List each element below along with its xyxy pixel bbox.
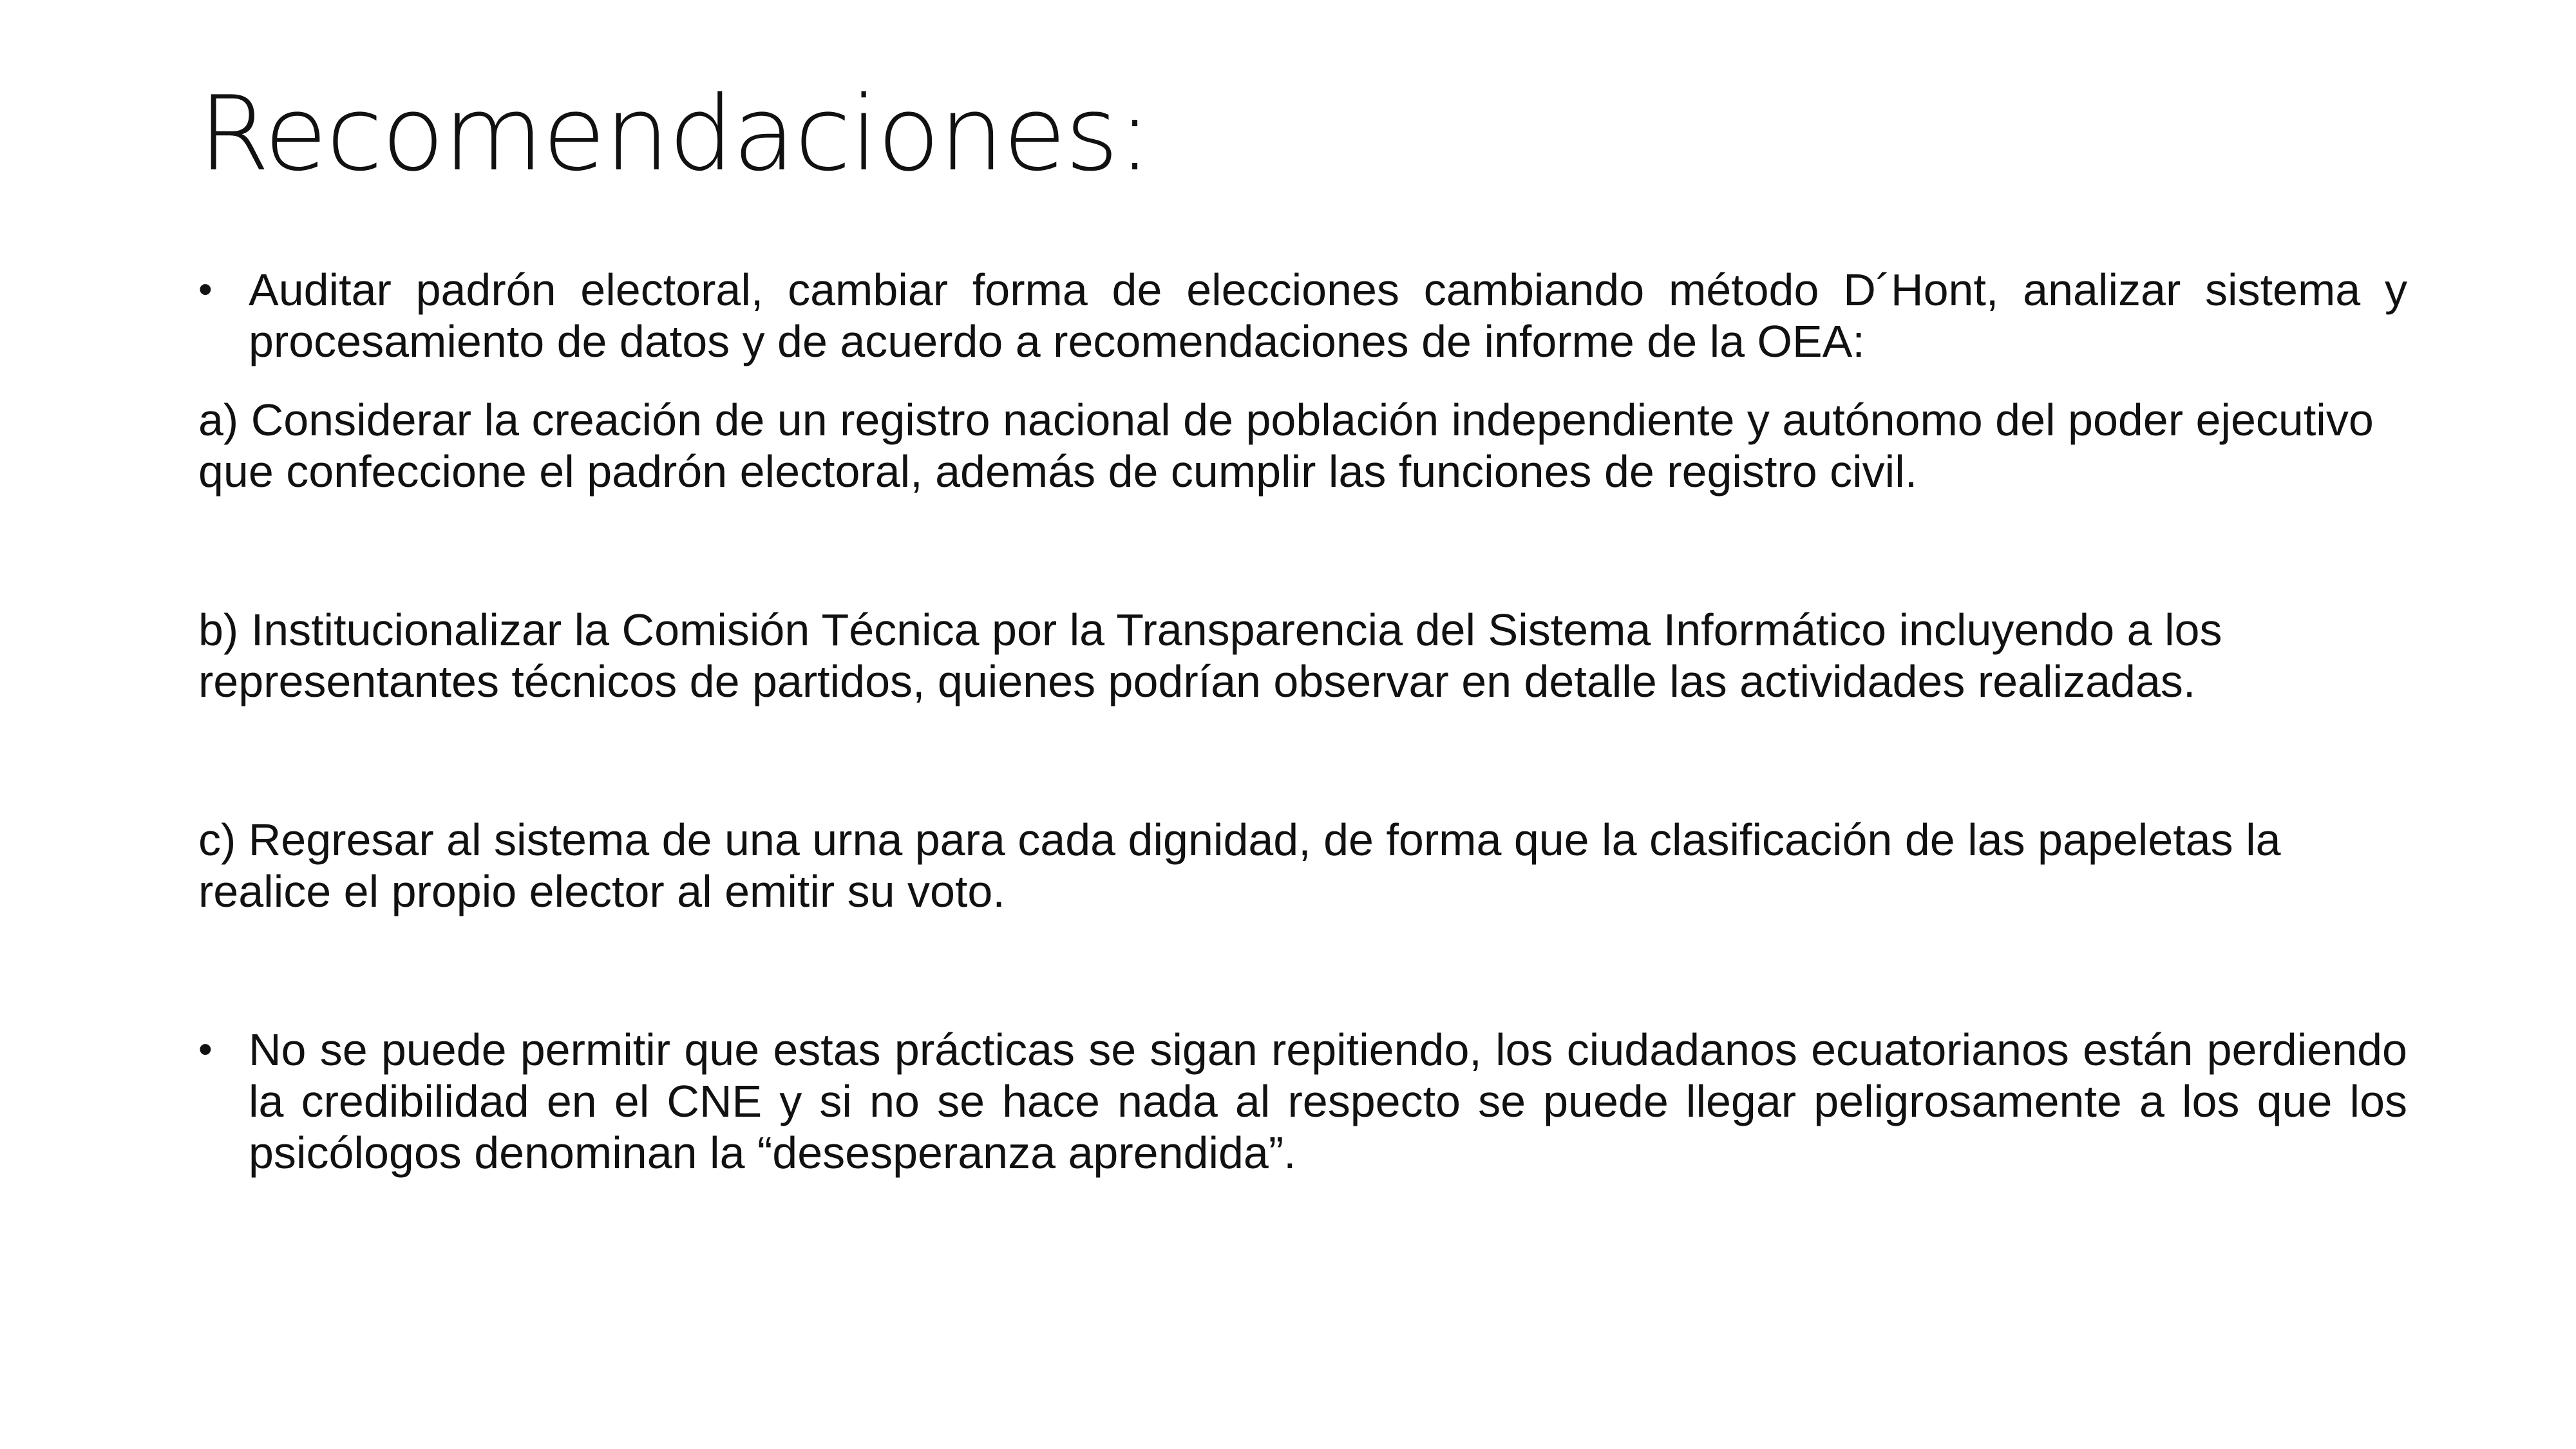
recommendation-b: b) Institucionalizar la Comisión Técnica por la Transparencia del Sistema Informático incluyendo a los representantes técnicos de partidos, quienes podrían observar en detalle las actividades realizadas. [198, 605, 2222, 706]
bullet-marker: • [198, 267, 213, 312]
bullet-item-audit [198, 264, 2407, 367]
recommendation-c: c) Regresar al sistema de una urna para cada dignidad, de forma que la clasificación de las papeletas la realice el propio elector al emitir su voto. [198, 815, 2281, 916]
bullet-text-conclusion: No se puede permitir que estas prácticas se sigan repitiendo, los ciudadanos ecuatorianos están perdiendo la credibilidad en el CNE y si no se hace nada al respecto se puede llegar peligrosamente a los que los psicólogos denominan la “desesperanza aprendida”. [249, 1025, 2407, 1178]
recommendation-a: a) Considerar la creación de un registro nacional de población independiente y autónomo del poder ejecutivo que confeccione el padrón electoral, además de cumplir las funciones de registro civil. [198, 395, 2374, 497]
slide-body [198, 264, 2407, 1179]
slide-title: Recomendaciones: [198, 73, 1151, 194]
bullet-text-audit: Auditar padrón electoral, cambiar forma de elecciones cambiando método D´Hont, analizar sistema y procesamiento de datos y de acuerdo a recomendaciones de informe de la OEA: [249, 265, 2407, 366]
bullet-marker: • [198, 1027, 213, 1072]
bullet-item-conclusion [198, 1024, 2407, 1179]
